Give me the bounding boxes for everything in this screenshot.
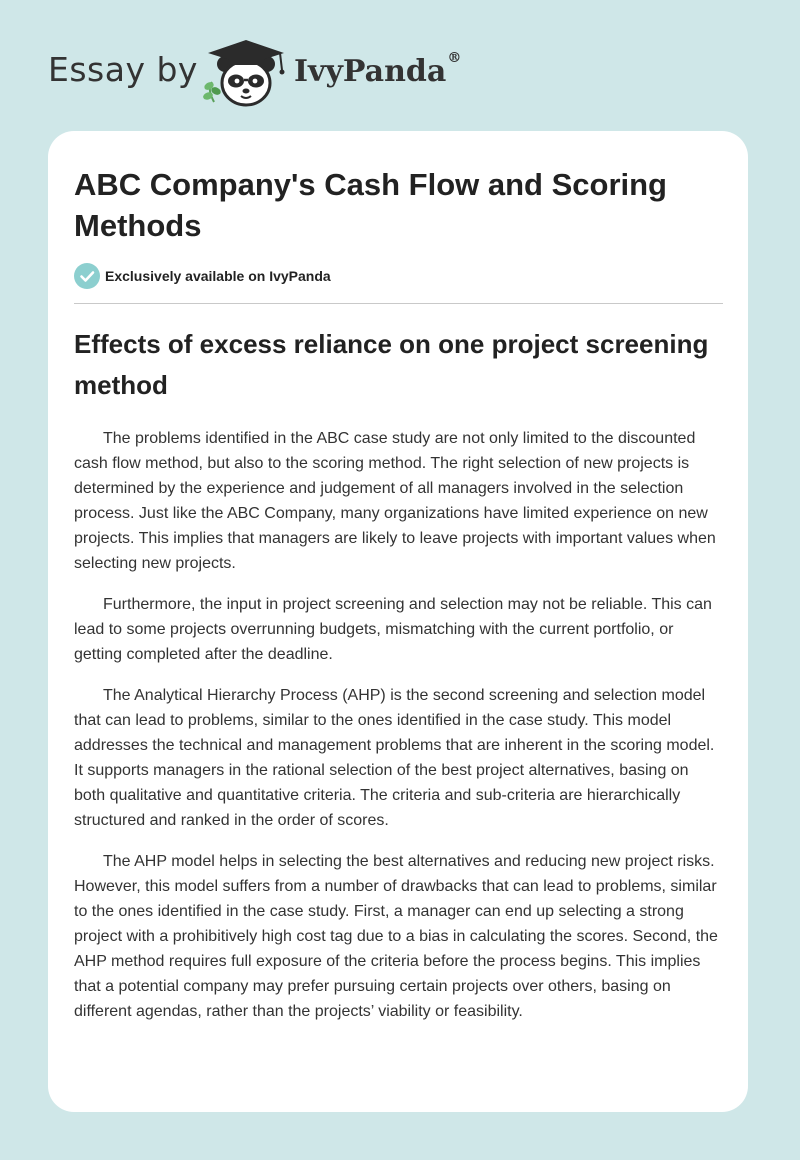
essay-body	[74, 426, 724, 1040]
check-circle-icon	[74, 263, 100, 289]
exclusive-badge	[74, 263, 331, 289]
registered-mark: ®	[447, 50, 462, 66]
paragraph: The problems identified in the ABC case study are not only limited to the discounted cash flow method, but also to the scoring method. The right selection of new projects is determined by the experience and judgement of all managers involved in the selection process. Just like the ABC Company, many organizations have limited experience on new projects. This implies that managers are likely to leave projects with important values when selecting new projects.	[74, 430, 716, 572]
paragraph: The AHP model helps in selecting the best alternatives and reducing new project risks. However, this model suffers from a number of drawbacks that can lead to problems, similar to the ones identified in the case study. First, a manager can end up selecting a strong project with a prohibitively high cost tag due to a bias in calculating the scores. Second, the AHP method requires full exposure of the criteria before the process begins. This implies that a potential company may prefer pursuing certain projects over others, basing on different agendas, rather than the projects’ viability or feasibility.	[74, 853, 718, 1020]
panda-mascot-icon	[200, 36, 292, 110]
title-divider	[74, 303, 723, 304]
essay-by-label: Essay by	[48, 50, 198, 89]
essay-card	[48, 131, 748, 1112]
paragraph: The Analytical Hierarchy Process (AHP) is the second screening and selection model that can lead to problems, similar to the ones identified in the case study. This model addresses the technical and management problems that are inherent in the scoring model. It supports managers in the rational selection of the best project alternatives, basing on both qualitative and quantitative criteria. The criteria and sub-criteria are hierarchically structured and ranked in the order of scores.	[74, 687, 715, 829]
exclusive-badge-label: Exclusively available on IvyPanda	[105, 268, 331, 284]
page-title: ABC Company's Cash Flow and Scoring Methods	[74, 167, 667, 243]
paragraph: Furthermore, the input in project screening and selection may not be reliable. This can lead to some projects overrunning budgets, mismatching with the current portfolio, or getting completed after the deadline.	[74, 596, 712, 663]
section-heading: Effects of excess reliance on one project screening method	[74, 329, 709, 400]
brand-name	[294, 50, 462, 89]
site-logo[interactable]	[48, 30, 508, 110]
brand-name-text: IvyPanda	[294, 54, 447, 89]
